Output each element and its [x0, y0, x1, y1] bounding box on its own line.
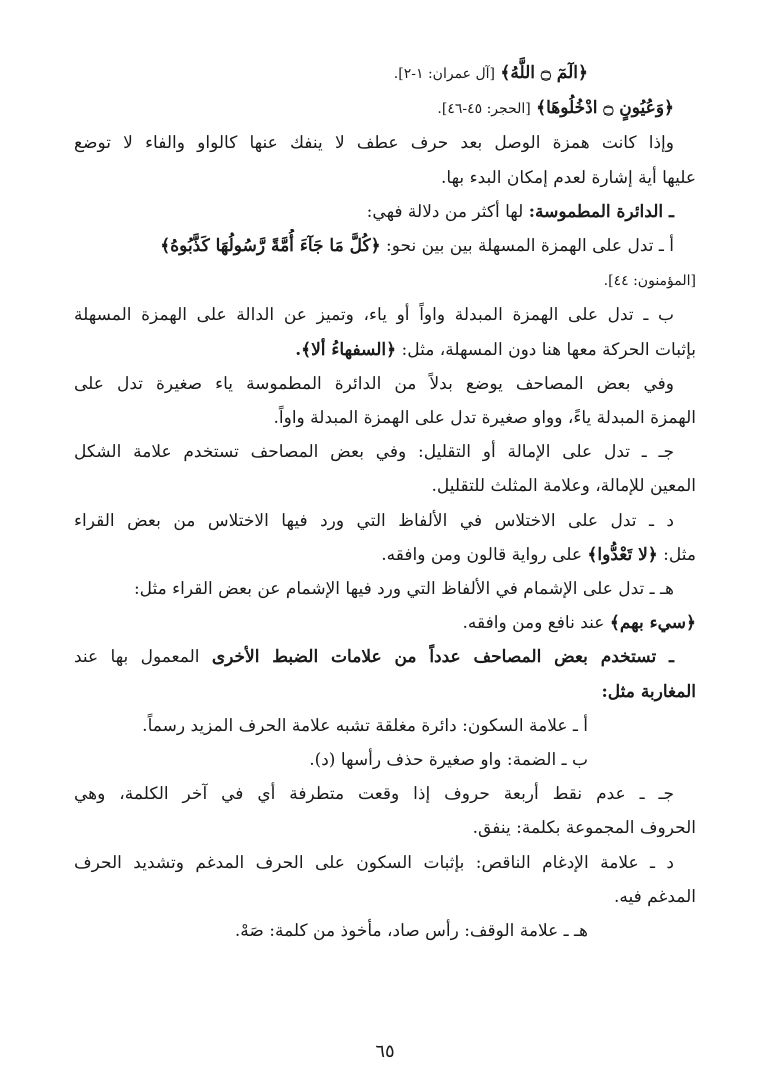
item-text: على رواية قالون ومن وافقه.	[381, 544, 583, 565]
list-item: أ ـ علامة السكون: دائرة مغلقة تشبه علامة الحرف المزيد رسماً.	[142, 715, 588, 736]
list-item: د ـ علامة الإدغام الناقص: بإثبات السكون على الحرف المدغم وتشديد الحرف	[74, 852, 674, 873]
paragraph-line	[74, 229, 696, 263]
paragraph-line: عليها أية إشارة لعدم إمكان البدء بها.	[441, 167, 696, 188]
paragraph-line: وفي بعض المصاحف يوضع بدلاً من الدائرة المطموسة ياء صغيرة تدل على	[74, 373, 674, 394]
page-number: ٦٥	[375, 1041, 395, 1062]
section-text: المعمول بها عند	[74, 647, 200, 668]
section-heading: ـ تستخدم بعض المصاحف عدداً من علامات الضبط الأخرى	[211, 647, 674, 668]
paragraph-line: الهمزة المبدلة ياءً، وواو صغيرة تدل على الهمزة المبدلة واواً.	[273, 408, 696, 429]
verse-reference: [آل عمران: ١-٢].	[393, 66, 495, 82]
list-item: هـ ـ علامة الوقف: رأس صاد، مأخوذ من كلمة: صَهْ.	[234, 921, 588, 942]
verse-reference: [الحجر: ٤٥-٤٦].	[437, 101, 531, 118]
list-item: ب ـ الضمة: واو صغيرة حذف رأسها (د).	[309, 750, 588, 771]
paragraph-line	[74, 333, 696, 367]
verse-reference-line	[74, 263, 696, 298]
section-heading: ـ الدائرة المطموسة:	[528, 201, 674, 222]
paragraph-line	[74, 606, 696, 640]
item-text: عند نافع ومن وافقه.	[462, 613, 605, 634]
section-heading-line	[74, 640, 696, 674]
paragraph-line: د ـ تدل على الاختلاس في الألفاظ التي ورد فيها الاختلاس من بعض القراء	[74, 510, 674, 531]
paragraph-line: هـ ـ تدل على الإشمام في الألفاظ التي ورد فيها الإشمام عن بعض القراء مثل:	[133, 579, 674, 600]
list-item: جـ ـ عدم نقط أربعة حروف إذا وقعت متطرفة أي في آخر الكلمة، وهي	[74, 784, 674, 805]
item-text: مثل:	[663, 544, 696, 565]
quran-quote: ﴿كُلَّ مَا جَآءَ أُمَّةً رَّسُولُهَا كَذَّبُوهُ﴾	[160, 236, 381, 257]
section-heading-line	[74, 195, 696, 229]
quran-quote: ﴿السفهاءُ ألا﴾.	[295, 339, 397, 360]
quran-quote: ﴿الٓمٓ ۝ اللَّهُ﴾	[500, 63, 588, 83]
quote-line	[74, 56, 696, 91]
paragraph-line: جـ ـ تدل على الإمالة أو التقليل: وفي بعض المصاحف تستخدم علامة الشكل	[74, 442, 674, 463]
paragraph-line: المعين للإمالة، وعلامة المثلث للتقليل.	[431, 476, 696, 497]
item-text: بإثبات الحركة معها هنا دون المسهلة، مثل:	[401, 339, 696, 360]
page-body	[74, 56, 696, 948]
paragraph-line	[74, 538, 696, 572]
paragraph-line: وإذا كانت همزة الوصل بعد حرف عطف لا ينفك عنها كالواو والفاء لا توضع	[74, 133, 674, 154]
quote-line	[74, 91, 696, 126]
paragraph-line: ب ـ تدل على الهمزة المبدلة واواً أو ياء، وتميز عن الدالة على الهمزة المسهلة	[74, 305, 674, 326]
verse-reference: [المؤمنون: ٤٤].	[603, 273, 696, 290]
section-text: لها أكثر من دلالة فهي:	[366, 201, 524, 222]
item-text: أ ـ تدل على الهمزة المسهلة بين بين نحو:	[385, 236, 674, 257]
quran-quote: ﴿وَعُيُونٍ ۝ ادْخُلُوهَا﴾	[536, 98, 674, 119]
quran-quote: ﴿سيء بهم﴾	[609, 613, 696, 634]
paragraph-line: المدغم فيه.	[613, 886, 696, 907]
paragraph-line: الحروف المجموعة بكلمة: ينفق.	[472, 818, 696, 839]
paragraph-line: المغاربة مثل:	[601, 681, 696, 702]
quran-quote: ﴿لا تَعْدُّوا﴾	[587, 544, 658, 565]
